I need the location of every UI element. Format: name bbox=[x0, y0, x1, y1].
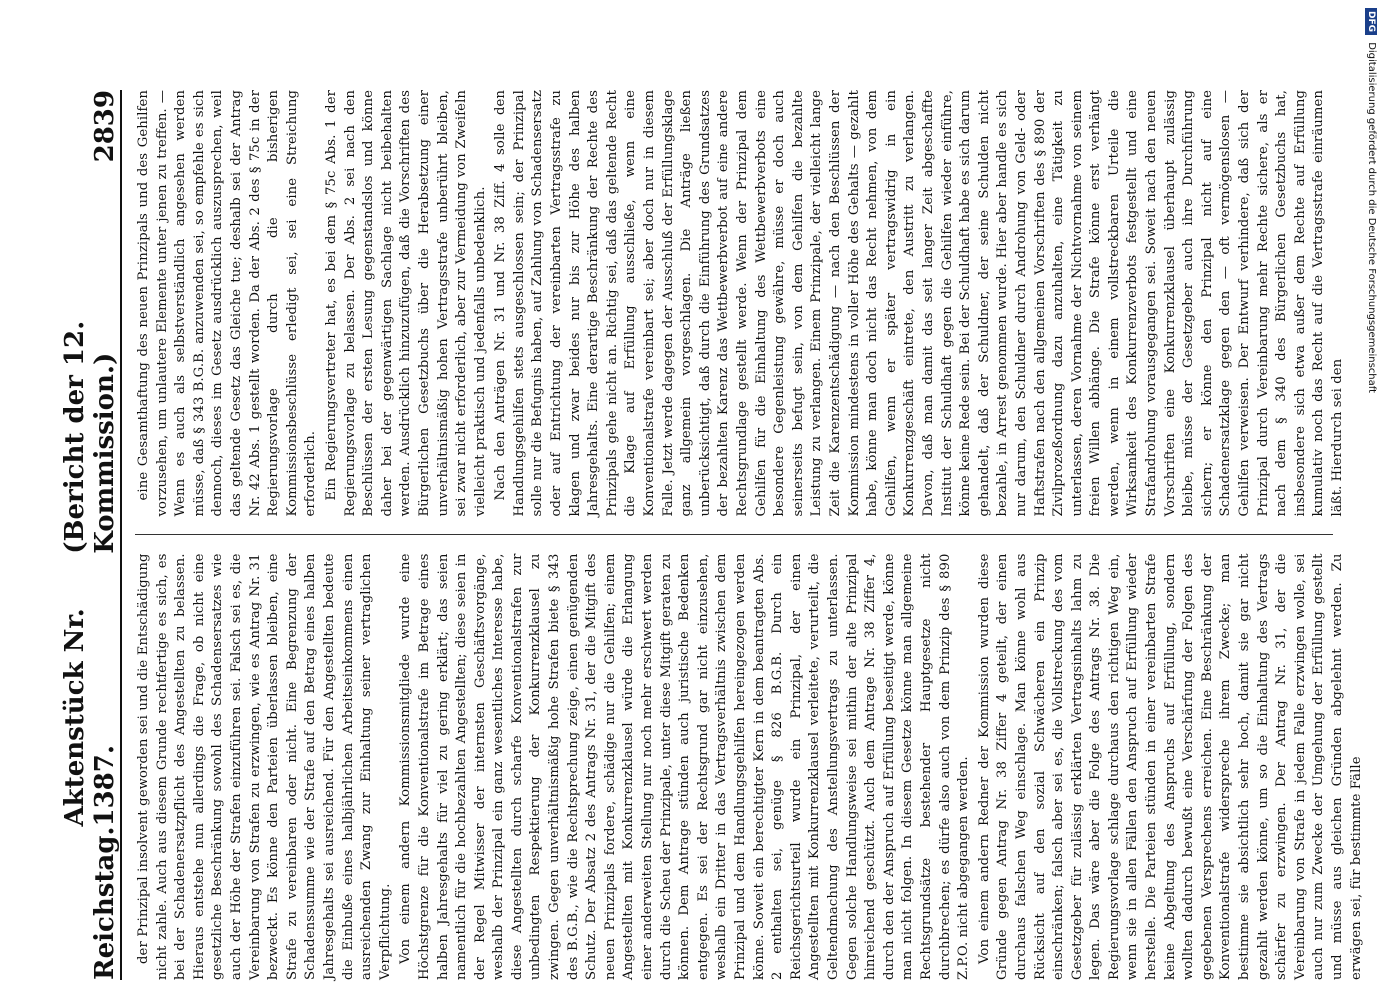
column-right bbox=[135, 90, 1345, 517]
paragraph: Von einem andern Redner der Kommission wurden diese Gründe gegen Antrag Nr. 38 Ziffer 4 geteilt, der einen durchaus falschen Weg einschlage. Man könne wohl aus Rücksicht auf den sozial Schwächeren ein Prinzip einschränken; falsch aber sei es, die Vollstreckung des vom Gesetzgeber für zulässig erklärten Vertragsinhalts lahm zu legen. Das wäre aber die Folge des Antrags Nr. 38. Die Regierungsvorlage schlage durchaus den richtigen Weg ein, wenn sie in allen Fällen den Anspruch auf Erfüllung wieder herstelle. Die Parteien stünden in einer vereinbarten Strafe keine Abgeltung des Anspruchs auf Erfüllung, sondern wollten dadurch bewußt eine Verschärfung der Folgen des gegebenen Versprechens erreichen. Eine Beschränkung der Konventionalstrafe widerspreche ihrem Zwecke; man bestimme sie absichtlich sehr hoch, damit sie gar nicht gezahlt werden könne, um so die Einhaltung des Vertrags schärfer zu erzwingen. Der Antrag Nr. 31, der die Vereinbarung von Strafe in jedem Falle erzwingen wolle, sei auch nur zum Zwecke der Umgehung der Erfüllung gestellt und müsse aus gleichen Gründen abgelehnt werden. Zu erwägen sei, für bestimmte Fälle bbox=[976, 553, 1364, 980]
paragraph: Von einem andern Kommissionsmitgliede wurde eine Höchstgrenze für die Konventionalstrafe im Betrage eines halben Jahresgehalts für viel zu gering erklärt; das seien namentlich für die hochbezahlten Angestellten; diese seien in der Regel Mitwisser der internsten Geschäftsvorgänge, weshalb der Prinzipal ein ganz wesentliches Interesse habe, diese Angestellten durch scharfe Konventionalstrafen zur unbedingten Respektierung der Konkurrenzklausel zu zwingen. Gegen unverhältnismäßig hohe Strafen biete § 343 des B.G.B., wie die Rechtsprechung zeige, einen genügenden Schutz. Der Absatz 2 des Antrags Nr. 31, der die Mitgift des neuen Prinzipals fordere, schädige nur die Gehilfen; einem Angestellten mit Konkurrenzklausel würde die Erlangung einer anderweiten Stellung nur noch mehr erschwert werden durch die Scheu der Prinzipale, unter diese Mitgift geraten zu können. Dem Antrage stünden auch juristische Bedenken entgegen. Es sei der Rechtsgrund gar nicht einzusehen, weshalb ein Dritter in das Vertragsverhältnis zwischen dem Prinzipal und dem Handlungsgehilfen hereingezogen werden könne. Soweit ein berechtigter Kern in dem beantragten Abs. 2 enthalten sei, genüge § 826 B.G.B. Durch ein Reichsgerichtsurteil wurde ein Prinzipal, der einen Angestellten mit Konkurrenzklausel verleitete, verurteilt, die Geltendmachung des Anstellungsvertrags zu unterlassen. Gegen solche Handlungsweise sei mithin der alte Prinzipal hinreichend geschützt. Auch dem Antrage Nr. 38 Ziffer 4, durch den der Anspruch auf Erfüllung beseitigt werde, könne man nicht folgen. In diesem Gesetze könne man allgemeine Rechtsgrundsätze bestehender Hauptgesetze nicht durchbrechen; es dürfe also auch von dem Prinzip des § 890 Z.P.O. nicht abgegangen werden. bbox=[398, 553, 972, 980]
page-header bbox=[60, 90, 122, 980]
dfg-logo: DFG bbox=[1365, 8, 1377, 35]
credit-text: Digitalisierung gefördert durch die Deutsche Forschungsgemeinschaft bbox=[1366, 42, 1377, 394]
column-divider bbox=[135, 535, 1333, 536]
header-left: Reichstag. bbox=[90, 826, 120, 980]
text-columns bbox=[135, 90, 1364, 980]
paragraph: der Prinzipal insolvent geworden sei und die Entschädigung nicht zahle. Auch aus diesem Grunde rechtfertige es sich, es bei der Schadenersatzpflicht des Angestellten zu belassen. Hieraus entstehe nun allerdings die Frage, ob nicht eine gesetzliche Beschränkung sowohl des Schadensersatzes wie auch der Höhe der Strafen einzuführen sei. Falsch sei es, die Vereinbarung von Strafen zu erzwingen, wie es Antrag Nr. 31 bezweckt. Es könne den Parteien überlassen bleiben, eine Strafe zu vereinbaren oder nicht. Eine Begrenzung der Schadenssumme wie der Strafe auf den Betrag eines halben Jahresgehalts sei ausreichend. Für den Angestellten bedeute die Einbuße eines halbjährlichen Arbeitseinkommens einen ausreichenden Zwang zur Einhaltung seiner vertraglichen Verpflichtung. bbox=[136, 553, 393, 980]
page-number: 2839 bbox=[90, 90, 120, 163]
header-bracket: (Bericht der 12. Kommission.) bbox=[60, 320, 120, 554]
paragraph: Nach den Anträgen Nr. 31 und Nr. 38 Ziff. 4 solle den Handlungsgehilfen stets ausgeschlossen sein; der Prinzipal solle nur die Befugnis haben, auf Zahlung von Schadensersatz oder auf Entrichtung der vereinbarten Vertragsstrafe zu klagen und zwar beides nur bis zur Höhe des halben Jahresgehalts. Eine derartige Beschränkung der Rechte des Prinzipals gehe nicht an. Richtig sei, daß das geltende Recht die Klage auf Erfüllung ausschließe, wenn eine Konventionalstrafe vereinbart sei; aber doch nur in diesem Falle. Jetzt werde dagegen der Ausschluß der Erfüllungsklage ganz allgemein vorgeschlagen. Die Anträge ließen unberücksichtigt, daß durch die Einführung des Grundsatzes der bezahlten Karenz das Wettbewerbverbot auf eine andere Rechtsgrundlage gestellt werde. Wenn der Prinzipal dem Gehilfen für die Einhaltung des Wettbewerbverbots eine besondere Gegenleistung gewähre, müsse er doch auch seinerseits befugt sein, von dem Gehilfen die bezahlte Leistung zu verlangen. Einem Prinzipale, der vielleicht lange Zeit die Karenzentschädigung — nach den Beschlüssen der Kommission mindestens in voller Höhe des Gehalts — gezahlt habe, könne man doch nicht das Recht nehmen, von dem Gehilfen, wenn er später vertragswidrig in ein Konkurrenzgeschäft eintrete, den Austritt zu verlangen. Davon, daß man damit das seit langer Zeit abgeschaffte Institut der Schuldhaft gegen die Gehilfen wieder einführe, könne keine Rede sein. Bei der Schuldhaft habe es sich darum gehandelt, daß der Schuldner, der seine Schulden nicht bezahle, in Arrest genommen wurde. Hier aber handle es sich nur darum, den Schuldner durch Androhung von Geld- oder Haftstrafen nach den allgemeinen Vorschriften des § 890 der Zivilprozeßordnung dazu anzuhalten, eine Tätigkeit zu unterlassen, deren Vornahme der Nichtvornahme von seinem freien Willen abhänge. Die Strafe könne erst verhängt werden, wenn in einem vollstreckbaren Urteile die Wirksamkeit des Konkurrenzverbots festgestellt und eine Strafandrohung vorausgegangen sei. Soweit nach den neuen Vorschriften eine Konkurrenzklausel überhaupt zulässig bleibe, müsse der Gesetzgeber auch ihre Durchführung sichern; er könne den Prinzipal nicht auf eine Schadenersatzklage gegen den — oft vermögenslosen — Gehilfen verweisen. Der Entwurf verhindere, daß sich der Prinzipal durch Vereinbarung mehr Rechte sichere, als er nach dem § 340 des Bürgerlichen Gesetzbuchs hat, insbesondere sich etwa außer dem Rechte auf Erfüllung kumulativ noch das Recht auf die Vertragsstrafe einräumen läßt. Hierdurch sei den bbox=[493, 90, 1345, 517]
paragraph: eine Gesamthaftung des neuen Prinzipals und des Gehilfen vorzusehen, um unlautere Elemente unter jenen zu treffen. — Wenn es auch als selbstverständlich angesehen werden müsse, daß § 343 B.G.B. anzuwenden sei, so empfehle es sich dennoch, dieses im Gesetz ausdrücklich auszusprechen, weil das geltende Gesetz das Gleiche tue; deshalb sei der Antrag Nr. 42 Abs. 1 gestellt worden. Da der Abs. 2 des § 75c in der Regierungsvorlage durch die bisherigen Kommissionsbeschlüsse erledigt sei, sei eine Streichung erforderlich. bbox=[136, 90, 319, 517]
column-left bbox=[135, 553, 1364, 981]
digitization-credit bbox=[1355, 8, 1377, 988]
header-middle: Aktenstück Nr. 1387. bbox=[60, 608, 120, 827]
rotated-page-content bbox=[40, 70, 1364, 1000]
paragraph: Ein Regierungsvertreter hat, es bei dem § 75c Abs. 1 der Regierungsvorlage zu belassen. Der Abs. 2 sei nach den Beschlüssen der ersten Lesung gegenstandslos und könne daher bei der gegenwärtigen Sachlage nicht beibehalten werden. Ausdrücklich hinzuzufügen, daß die Vorschriften des Bürgerlichen Gesetzbuchs über die Herabsetzung einer unverhältnismäßig hohen Vertragsstrafe unberührt bleiben, sei zwar nicht erforderlich, aber zur Vermeidung von Zweifeln vielleicht praktisch und jedenfalls unbedenklich. bbox=[323, 90, 488, 517]
